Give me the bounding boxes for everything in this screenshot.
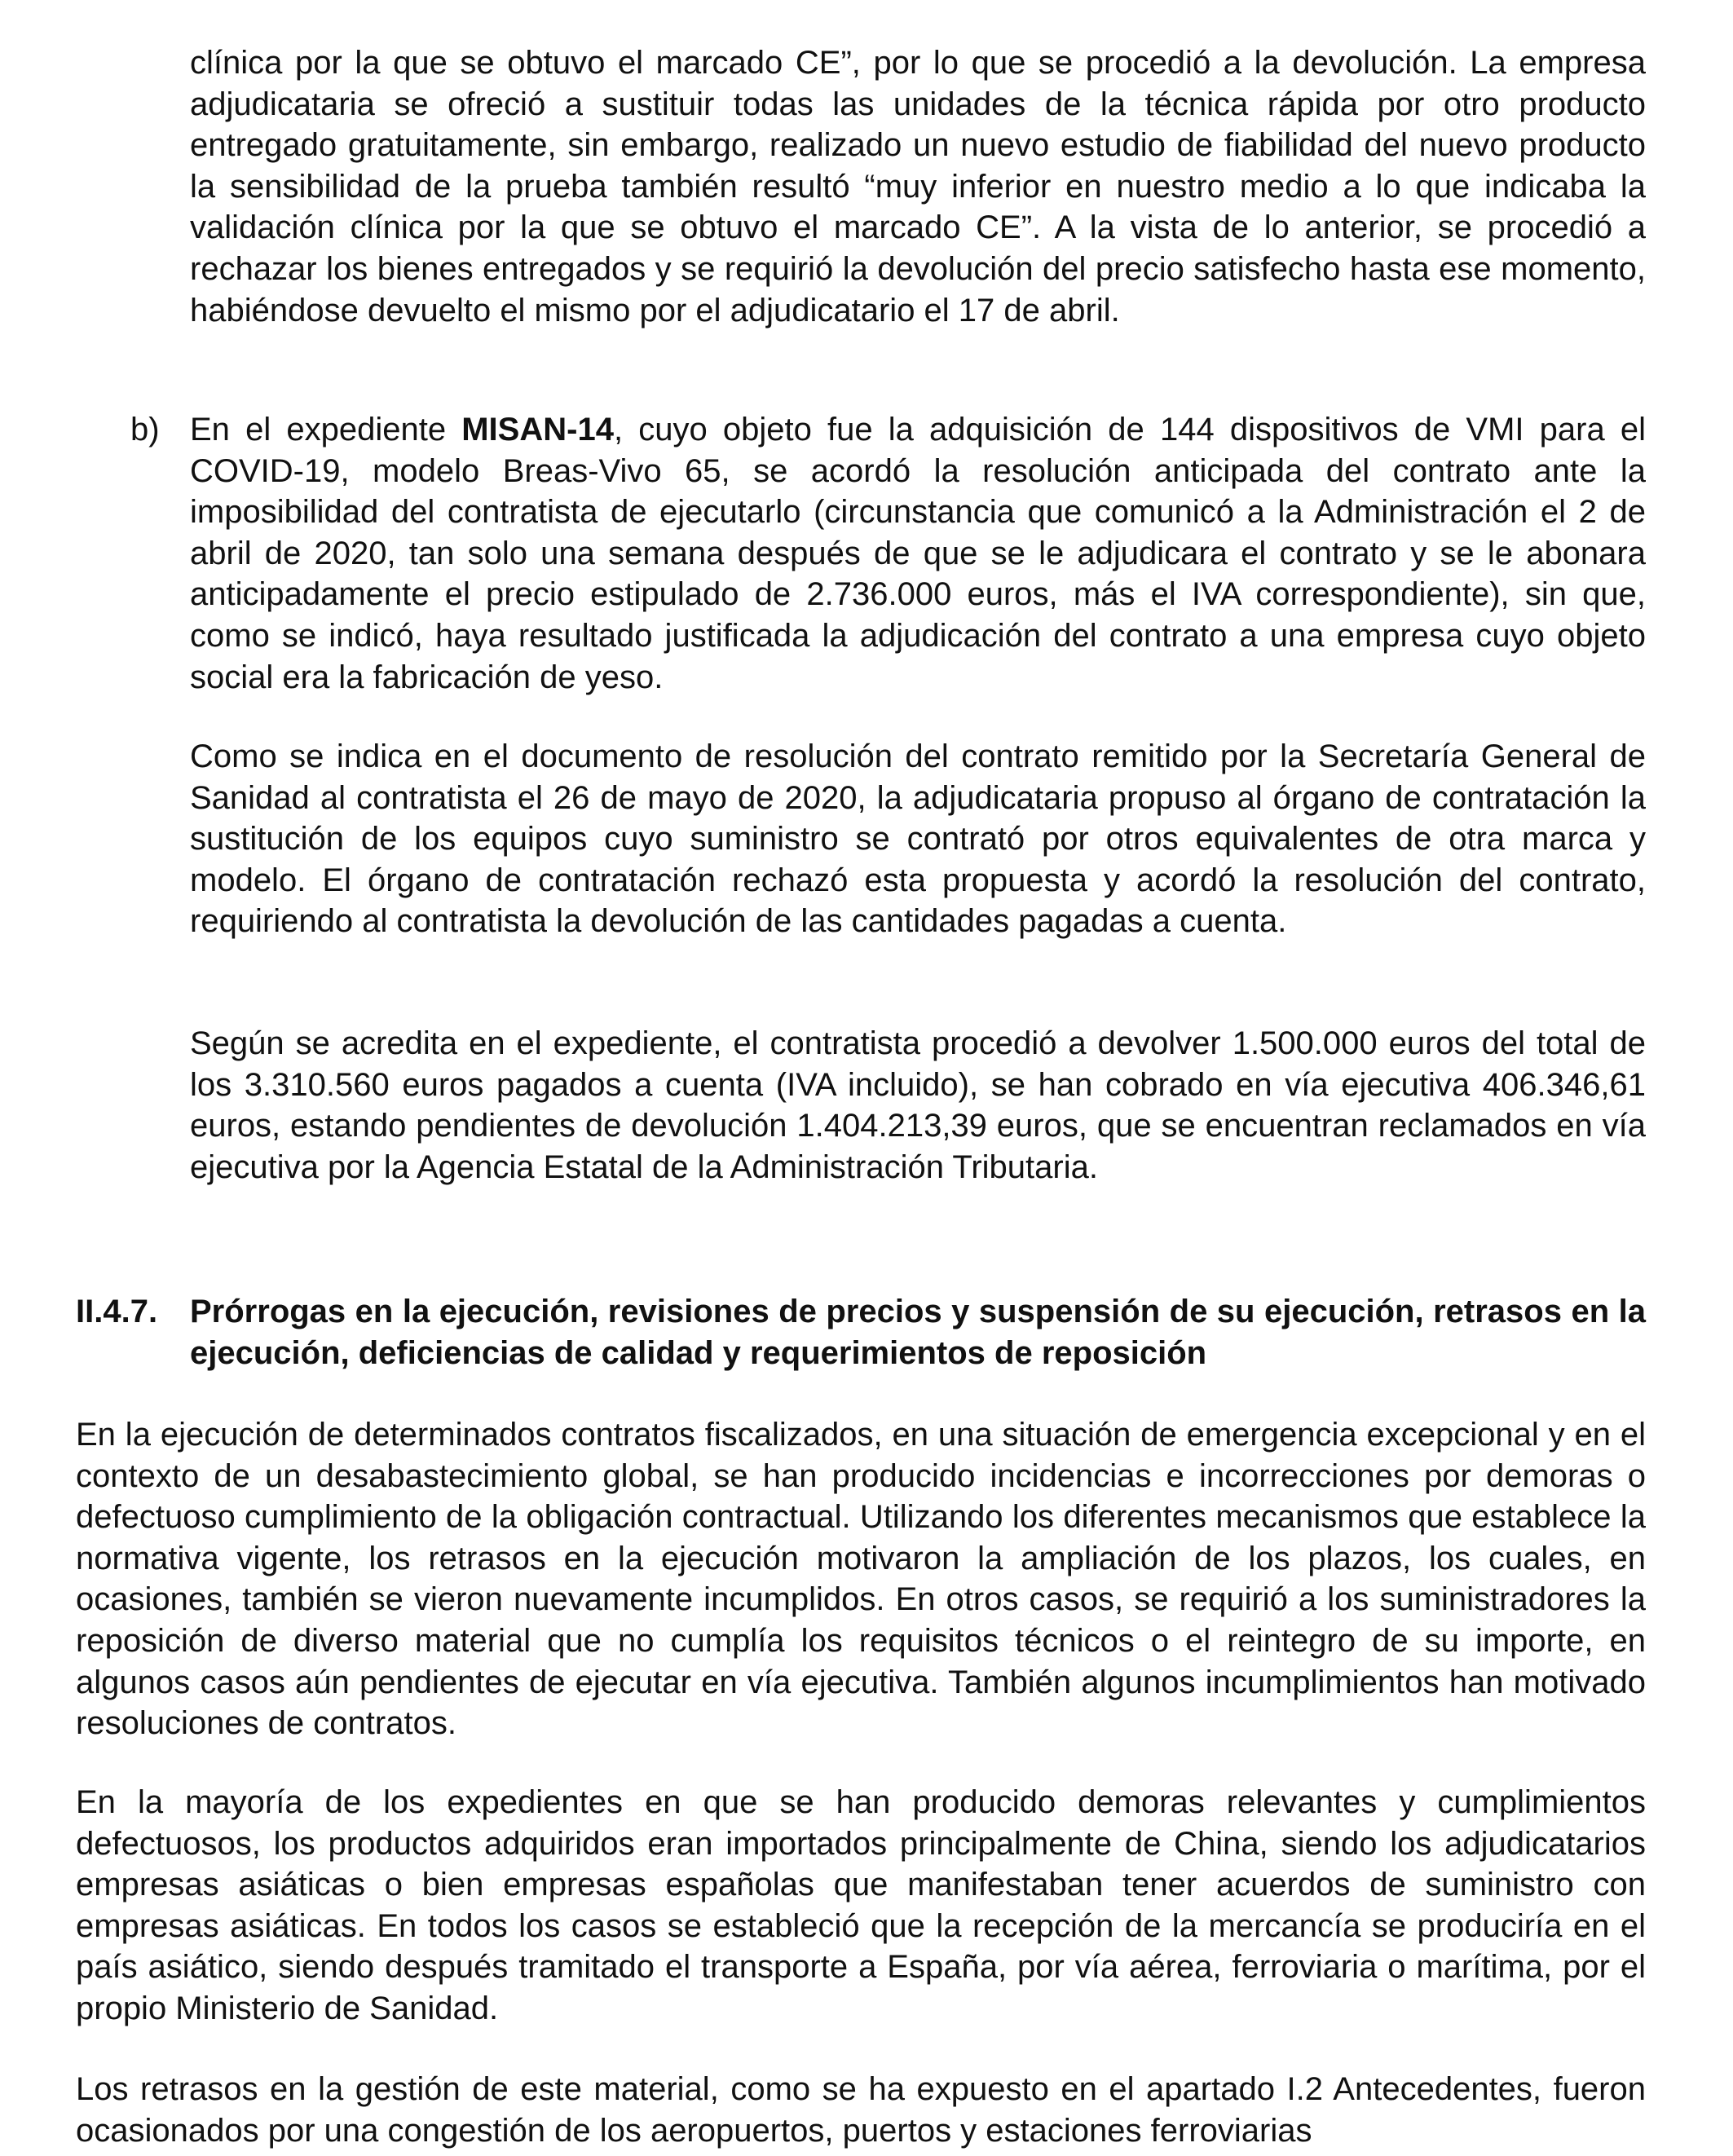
section-paragraph-3: Los retrasos en la gestión de este material, como se ha expuesto en el apartado I.2 Antecedentes, fueron ocasionados por una congestión de los aeropuertos, puertos y estaciones ferroviarias bbox=[76, 2071, 1646, 2149]
list-item-b-paragraph-2: Como se indica en el documento de resolución del contrato remitido por la Secretaría General de Sanidad al contratista el 26 de mayo de 2020, la adjudicataria propuso al órgano de contratación la sustitución de los equipos cuyo suministro se contrató por otros equivalentes de otra marca y modelo. El órgano de contratación rechazó esta propuesta y acordó la resolución del contrato, requiriendo al contratista la devolución de las cantidades pagadas a cuenta. bbox=[190, 739, 1646, 940]
section-paragraph-1: En la ejecución de determinados contratos fiscalizados, en una situación de emergencia excepcional y en el contexto de un desabastecimiento global, se han producido incidencias e incorrecciones por demoras o defectuoso cumplimiento de la obligación contractual. Utilizando los diferentes mecanismos que establece la normativa vigente, los retrasos en la ejecución motivaron la ampliación de los plazos, los cuales, en ocasiones, también se vieron nuevamente incumplidos. En otros casos, se requirió a los suministradores la reposición de diverso material que no cumplía los requisitos técnicos o el reintegro de su importe, en algunos casos aún pendientes de ejecutar en vía ejecutiva. También algunos incumplimientos han motivado resoluciones de contratos. bbox=[76, 1417, 1646, 1742]
section-paragraph-2: En la mayoría de los expedientes en que se han producido demoras relevantes y cumplimientos defectuosos, los productos adquiridos eran importados principalmente de China, siendo los adjudicatarios empresas asiáticas o bien empresas españolas que manifestaban tener acuerdos de suministro con empresas asiáticas. En todos los casos se estableció que la recepción de la mercancía se produciría en el país asiático, siendo después tramitado el transporte a España, por vía aérea, ferroviaria o marítima, por el propio Ministerio de Sanidad. bbox=[76, 1784, 1646, 2026]
list-item-b-text-after: , cuyo objeto fue la adquisición de 144 dispositivos de VMI para el COVID-19, modelo Breas-Vivo 65, se acordó la resolución anticipada del contrato ante la imposibilidad del contratista de ejecutarlo (circunstancia que comunicó a la Administración el 2 de abril de 2020, tan solo una semana después de que se le adjudicara el contrato y se le abonara anticipadamente el precio estipulado de 2.736.000 euros, más el IVA correspondiente), sin que, como se indicó, haya resultado justificada la adjudicación del contrato a una empresa cuyo objeto social era la fabricación de yeso. bbox=[190, 412, 1646, 695]
section-title: Prórrogas en la ejecución, revisiones de precios y suspensión de su ejecución, retrasos en la ejecución, deficiencias de calidad y requerimientos de reposición bbox=[190, 1294, 1646, 1371]
section-number: II.4.7. bbox=[76, 1294, 158, 1329]
list-item-b-paragraph bbox=[190, 409, 1646, 698]
list-item-b-text-before: En el expediente bbox=[190, 412, 462, 448]
continued-paragraph: clínica por la que se obtuvo el marcado CE”, por lo que se procedió a la devolución. La empresa adjudicataria se ofreció a sustituir todas las unidades de la técnica rápida por otro producto entregado gratuitamente, sin embargo, realizado un nuevo estudio de fiabilidad del nuevo producto la sensibilidad de la prueba también resultó “muy inferior en nuestro medio a lo que indicaba la validación clínica por la que se obtuvo el marcado CE”. A la vista de lo anterior, se procedió a rechazar los bienes entregados y se requirió la devolución del precio satisfecho hasta ese momento, habiéndose devuelto el mismo por el adjudicatario el 17 de abril. bbox=[190, 45, 1646, 328]
expediente-code: MISAN-14 bbox=[461, 412, 614, 448]
list-marker-b: b) bbox=[130, 412, 160, 448]
list-item-b-paragraph-3: Según se acredita en el expediente, el contratista procedió a devolver 1.500.000 euros del total de los 3.310.560 euros pagados a cuenta (IVA incluido), se han cobrado en vía ejecutiva 406.346,61 euros, estando pendientes de devolución 1.404.213,39 euros, que se encuentran reclamados en vía ejecutiva por la Agencia Estatal de la Administración Tributaria. bbox=[190, 1025, 1646, 1185]
